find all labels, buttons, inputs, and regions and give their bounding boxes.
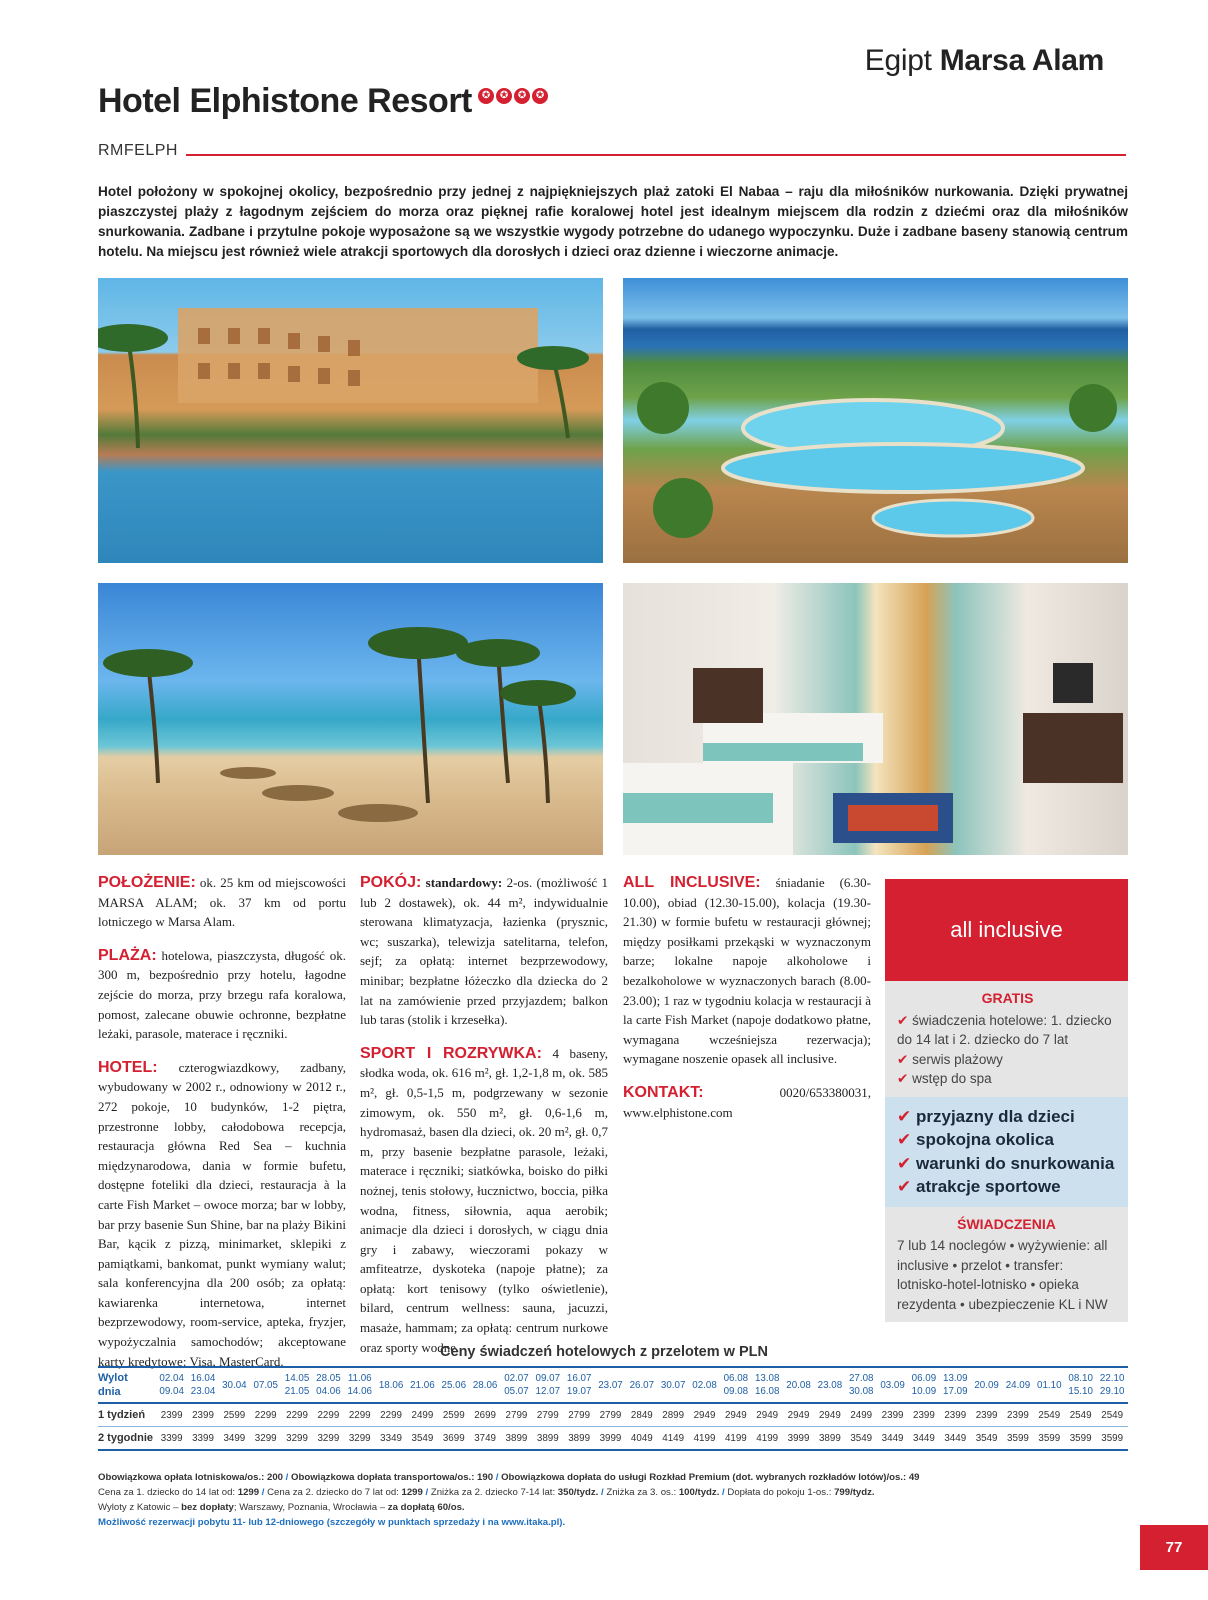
beach-section	[98, 946, 346, 1044]
check-icon: ✔	[897, 1177, 912, 1196]
check-icon: ✔	[897, 1051, 909, 1067]
price-cell: 3599	[1034, 1427, 1065, 1451]
price-cell: 2849	[626, 1403, 657, 1427]
price-cell: 2499	[407, 1403, 438, 1427]
departure-date-cell: 28.06	[469, 1367, 500, 1403]
location-section	[98, 873, 346, 932]
room-section	[360, 873, 608, 1030]
price-cell: 3999	[783, 1427, 814, 1451]
price-cell: 3449	[877, 1427, 908, 1451]
feature-item: ✔ przyjazny dla dzieci	[897, 1106, 1075, 1126]
price-cell: 3299	[313, 1427, 344, 1451]
price-cell: 2949	[752, 1403, 783, 1427]
price-cell: 3499	[219, 1427, 250, 1451]
gratis-item: ✔ wstęp do spa	[897, 1071, 992, 1086]
price-cell: 2299	[281, 1403, 312, 1427]
price-cell: 3599	[1096, 1427, 1128, 1451]
page-number: 77	[1140, 1525, 1208, 1570]
departure-date-cell: 20.08	[783, 1367, 814, 1403]
info-column-1	[98, 873, 346, 1385]
check-icon: ✔	[897, 1012, 909, 1028]
price-cell: 3349	[375, 1427, 406, 1451]
price-cell: 4199	[720, 1427, 751, 1451]
departure-date-cell: 07.05	[250, 1367, 281, 1403]
one-week-price-row	[98, 1403, 1128, 1427]
region-heading	[865, 44, 1104, 78]
price-cell: 2549	[1065, 1403, 1096, 1427]
room-label: POKÓJ:	[360, 874, 422, 891]
price-cell: 2599	[219, 1403, 250, 1427]
departure-date-cell: 23.07	[595, 1367, 626, 1403]
departure-date-cell: 14.05 21.05	[281, 1367, 312, 1403]
row-label: 1 tydzień	[98, 1403, 156, 1427]
title-divider	[186, 154, 1126, 156]
gratis-title: GRATIS	[981, 990, 1034, 1006]
allinclusive-label: ALL INCLUSIVE:	[623, 874, 761, 891]
price-cell: 2299	[250, 1403, 281, 1427]
price-cell: 2949	[720, 1403, 751, 1427]
departure-date-cell: 30.07	[658, 1367, 689, 1403]
price-cell: 3699	[438, 1427, 469, 1451]
price-cell: 2799	[532, 1403, 563, 1427]
price-cell: 4199	[752, 1427, 783, 1451]
info-column-2	[360, 873, 608, 1371]
price-cell: 2549	[1034, 1403, 1065, 1427]
allinclusive-section	[623, 873, 871, 1069]
departure-date-cell: 08.10 15.10	[1065, 1367, 1096, 1403]
room-type: standardowy:	[425, 875, 503, 890]
price-cell: 4199	[689, 1427, 720, 1451]
sport-label: SPORT I ROZRYWKA:	[360, 1044, 542, 1062]
price-cell: 3549	[407, 1427, 438, 1451]
beach-label: PLAŻA:	[98, 946, 157, 964]
price-cell: 3899	[563, 1427, 594, 1451]
price-table	[98, 1366, 1128, 1451]
departure-date-cell: 23.08	[814, 1367, 845, 1403]
check-icon: ✔	[897, 1071, 909, 1086]
price-cell: 3899	[532, 1427, 563, 1451]
price-cell: 2399	[908, 1403, 939, 1427]
price-cell: 3899	[501, 1427, 532, 1451]
price-cell: 3299	[344, 1427, 375, 1451]
price-cell: 2399	[877, 1403, 908, 1427]
contact-label: KONTAKT:	[623, 1083, 704, 1101]
star-icon: ✪	[532, 88, 548, 104]
price-cell: 2799	[501, 1403, 532, 1427]
price-cell: 3299	[281, 1427, 312, 1451]
departure-date-cell: 13.09 17.09	[940, 1367, 971, 1403]
price-cell: 2399	[156, 1403, 187, 1427]
price-cell: 2399	[187, 1403, 218, 1427]
price-cell: 2399	[940, 1403, 971, 1427]
beach-illustration	[98, 583, 603, 855]
note-line-airports: Wyloty z Katowic – bez dopłaty; Warszawy, Poznania, Wrocławia – za dopłatą 60/os.	[98, 1502, 465, 1513]
board-type-header: all inclusive	[885, 879, 1128, 981]
beach-photo	[98, 583, 603, 855]
price-cell: 3549	[971, 1427, 1002, 1451]
star-icon: ✪	[478, 88, 494, 104]
departure-date-cell: 16.07 19.07	[563, 1367, 594, 1403]
departure-date-cell: 11.06 14.06	[344, 1367, 375, 1403]
gratis-item: ✔ serwis plażowy	[897, 1051, 1003, 1067]
departure-date-cell: 03.09	[877, 1367, 908, 1403]
check-icon: ✔	[897, 1106, 912, 1126]
departure-date-cell: 02.04 09.04	[156, 1367, 187, 1403]
price-cell: 3299	[250, 1427, 281, 1451]
hotel-code: RMFELPH	[98, 142, 178, 159]
hotel-section	[98, 1058, 346, 1372]
departure-date-cell: 06.08 09.08	[720, 1367, 751, 1403]
departure-date-cell: 09.07 12.07	[532, 1367, 563, 1403]
price-cell: 2949	[783, 1403, 814, 1427]
pool-aerial-photo	[623, 278, 1128, 563]
services-text: 7 lub 14 noclegów • wyżywienie: all inclusive • przelot • transfer: lotnisko-hotel-lotnisko • opieka rezydenta • ubezpieczenie KL i NW	[897, 1238, 1108, 1312]
price-cell: 2949	[814, 1403, 845, 1427]
feature-item: ✔ atrakcje sportowe	[897, 1177, 1061, 1196]
price-cell: 2799	[563, 1403, 594, 1427]
price-notes	[98, 1470, 1128, 1530]
row-label: 2 tygodnie	[98, 1427, 156, 1451]
price-cell: 2399	[971, 1403, 1002, 1427]
departure-date-cell: 25.06	[438, 1367, 469, 1403]
gratis-panel	[885, 981, 1128, 1097]
price-cell: 3549	[846, 1427, 877, 1451]
departure-header: Wylot dnia	[98, 1367, 156, 1403]
price-cell: 3999	[595, 1427, 626, 1451]
departure-dates-row	[98, 1367, 1128, 1403]
price-cell: 2549	[1096, 1403, 1128, 1427]
hotel-name: Hotel Elphistone Resort	[98, 82, 472, 120]
price-cell: 3599	[1065, 1427, 1096, 1451]
price-cell: 2599	[438, 1403, 469, 1427]
departure-date-cell: 26.07	[626, 1367, 657, 1403]
departure-date-cell: 27.08 30.08	[846, 1367, 877, 1403]
star-icon: ✪	[514, 88, 530, 104]
price-cell: 2299	[344, 1403, 375, 1427]
note-line-booking: Możliwość rezerwacji pobytu 11- lub 12-dniowego (szczegóły w punktach sprzedaży i na www.itaka.pl).	[98, 1517, 566, 1528]
departure-date-cell: 20.09	[971, 1367, 1002, 1403]
departure-date-cell: 01.10	[1034, 1367, 1065, 1403]
departure-date-cell: 16.04 23.04	[187, 1367, 218, 1403]
room-illustration	[623, 583, 1128, 855]
price-cell: 3899	[814, 1427, 845, 1451]
feature-item: ✔ warunki do snurkowania	[897, 1153, 1115, 1173]
gratis-item: ✔ świadczenia hotelowe: 1. dziecko do 14 lat i 2. dziecko do 7 lat	[897, 1012, 1112, 1047]
price-cell: 4149	[658, 1427, 689, 1451]
two-week-price-row	[98, 1427, 1128, 1451]
location-label: POŁOŻENIE:	[98, 874, 196, 891]
price-cell: 2499	[846, 1403, 877, 1427]
room-photo	[623, 583, 1128, 855]
features-panel	[885, 1097, 1128, 1207]
price-table-title: Ceny świadczeń hotelowych z przelotem w PLN	[440, 1344, 768, 1360]
price-cell: 3749	[469, 1427, 500, 1451]
intro-paragraph: Hotel położony w spokojnej okolicy, bezpośrednio przy jednej z najpiękniejszych plaż zatoki El Nabaa – raju dla miłośników nurkowania. Dzięki prywatnej piaszczystej plaży z łagodnym zejściem do morza oraz pięknej rafie koralowej hotel jest idealnym miejscem dla rodzin z dziećmi oraz dla miłośników snurkowania. Zadbane i przytulne pokoje wyposażone są we wszystkie wygody potrzebne do udanego wypoczynku. Duże i zadbane baseny stanowią centrum hotelu. Na miejscu jest również wiele atrakcji sportowych dla dorosłych i dzieci oraz dzienne i wieczorne animacje.	[98, 184, 1128, 259]
price-cell: 2699	[469, 1403, 500, 1427]
price-cell: 2949	[689, 1403, 720, 1427]
location-text: ok. 25 km od miejscowości MARSA ALAM; ok. 37 km od portu lotniczego w Marsa Alam.	[98, 875, 346, 930]
check-icon: ✔	[897, 1153, 912, 1173]
departure-date-cell: 06.09 10.09	[908, 1367, 939, 1403]
price-cell: 2899	[658, 1403, 689, 1427]
services-panel	[885, 1207, 1128, 1323]
price-cell: 3449	[908, 1427, 939, 1451]
contact-text: 0020/653380031, www.elphistone.com	[623, 1084, 871, 1120]
departure-date-cell: 24.09	[1002, 1367, 1033, 1403]
price-cell: 2399	[1002, 1403, 1033, 1427]
departure-date-cell: 21.06	[407, 1367, 438, 1403]
price-cell: 2799	[595, 1403, 626, 1427]
departure-date-cell: 13.08 16.08	[752, 1367, 783, 1403]
sport-text: 4 baseny, słodka woda, ok. 616 m², gł. 1,2-1,8 m, ok. 585 m², gł. 0,5-1,5 m, podgrzewany w sezonie zimowym, ok. 550 m², gł. 0,6-1,6 m, hydromasaż, basen dla dzieci, ok. 20 m², gł. 0,7 m, przy basenie bezpłatne parasole, leżaki, materace i ręczniki; siatkówka, boisko do piłki nożnej, tenis stołowy, łucznictwo, boccia, piłka wodna, fitness, siłownia, aqua aerobik; animacje dla dzieci i dorosłych, w ciągu dnia gry i zabawy, wieczorami pokazy w amfiteatrze, dyskoteka (napoje płatne); za opłatą: kort tenisowy (tylko oświetlenie), bilard, centrum wellness: sauna, jacuzzi, masaże, hammam; za opłatą: centrum nurkowe oraz sporty wodne.	[360, 1045, 608, 1355]
country-label: Egipt	[864, 44, 932, 77]
note-line-discounts: Cena za 1. dziecko do 14 lat od: 1299 / Cena za 2. dziecko do 7 lat od: 1299 / Zniżka za 2. dziecko 7-14 lat: 350/tydz. / Zniżka za 3. os.: 100/tydz. / Dopłata do pokoju 1-os.: 799/tydz.	[98, 1487, 875, 1498]
city-label: Marsa Alam	[939, 44, 1104, 77]
price-cell: 3599	[1002, 1427, 1033, 1451]
departure-date-cell: 02.07 05.07	[501, 1367, 532, 1403]
sport-section	[360, 1044, 608, 1358]
price-cell: 4049	[626, 1427, 657, 1451]
star-rating	[478, 88, 548, 104]
feature-item: ✔ spokojna okolica	[897, 1130, 1054, 1149]
contact-section	[623, 1083, 871, 1122]
note-line-fees: Obowiązkowa opłata lotniskowa/os.: 200 / Obowiązkowa dopłata transportowa/os.: 190 / Obowiązkowa dopłata do usługi Rozkład Premium (dot. wybranych rozkładów lotów)/os.: 49	[98, 1472, 920, 1483]
departure-date-cell: 18.06	[375, 1367, 406, 1403]
check-icon: ✔	[897, 1130, 912, 1149]
price-cell: 2299	[313, 1403, 344, 1427]
services-title: ŚWIADCZENIA	[957, 1215, 1056, 1232]
hotel-text: czterogwiazdkowy, zadbany, wybudowany w 2002 r., odnowiony w 2012 r., 272 pokoje, 10 budynków, 1-2 piętra, przestronne lobby, całodobowa recepcja, restauracja główna Red Sea – kuchnia międzynarodowa, dania w formie bufetu, dostępne foteliki dla dzieci, restauracja à la carte Fish Market – owoce morza; bar w lobby, bar przy basenie Sun Shine, bar na plaży Bikini Bar, kącik z pizzą, minimarket, sklepiki z pamiątkami, bankomat, punkt wymiany walut; sala konferencyjna dla 200 osób; za opłatą: kawiarenka internetowa, internet bezprzewodowy, room-service, apteka, fryzjer, wypożyczalnia samochodów; akceptowane karty kredytowe: Visa, MasterCard.	[98, 1059, 346, 1369]
price-cell: 2299	[375, 1403, 406, 1427]
pool-aerial-illustration	[623, 278, 1128, 563]
beach-text: hotelowa, piaszczysta, długość ok. 300 m, bezpośrednio przy hotelu, łagodne zejście do morza, przy brzegu rafa koralowa, pomost, zalecane obuwie ochronne, bezpłatne leżaki, parasole, materace i ręczniki.	[98, 947, 346, 1042]
price-cell: 3399	[187, 1427, 218, 1451]
departure-date-cell: 02.08	[689, 1367, 720, 1403]
room-text: 2-os. (możliwość 1 lub 2 dostawek), ok. 44 m², indywidualnie sterowana klimatyzacja, łazienka (prysznic, wc; suszarka), telewizja satelitarna, telefon, sejf; za opłatą: internet bezprzewodowy, minibar; bezpłatne łóżeczko dla dziecka do 2 lat na zamówienie przed przyjazdem; balkon lub taras (stolik i krzesełka).	[360, 875, 609, 1028]
price-cell: 3399	[156, 1427, 187, 1451]
departure-date-cell: 30.04	[219, 1367, 250, 1403]
price-cell: 3449	[940, 1427, 971, 1451]
hotel-label: HOTEL:	[98, 1058, 158, 1076]
allinclusive-text: śniadanie (6.30-10.00), obiad (12.30-15.00), kolacja (19.30-21.30) w formie bufetu w restauracji głównej; między posiłkami przekąski w wyznaczonym barze; lokalne napoje alkoholowe i bezalkoholowe w wyznaczonych barach (8.00-23.00); 1 raz w tygodniu kolacja w restauracji à la carte Fish Market (napoje dodatkowo płatne, wymagana wcześniejsza rezerwacja); wymagane noszenie opasek all inclusive.	[623, 875, 871, 1067]
hotel-title	[98, 82, 548, 121]
pool-hotel-photo	[98, 278, 603, 563]
pool-hotel-illustration	[98, 278, 603, 563]
departure-date-cell: 22.10 29.10	[1096, 1367, 1128, 1403]
departure-date-cell: 28.05 04.06	[313, 1367, 344, 1403]
star-icon: ✪	[496, 88, 512, 104]
info-column-3	[623, 873, 871, 1136]
offer-infobox	[885, 879, 1128, 1322]
